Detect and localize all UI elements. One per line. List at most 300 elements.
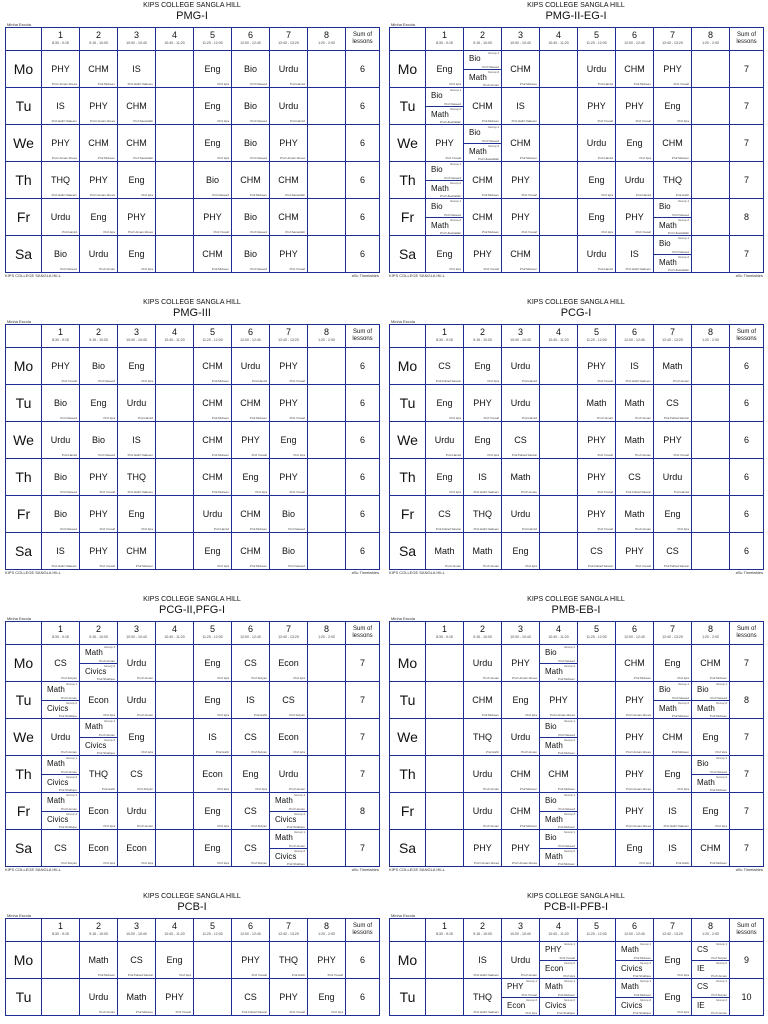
period-number: 4 [171,30,177,40]
lesson-cell [308,162,346,199]
subject: Math [275,796,293,805]
teacher: Prof.Mubeen [249,527,267,531]
period-header [194,325,232,348]
group-lesson [692,700,729,719]
subject: Eng [474,360,491,371]
sum-of-lessons: 6 [346,942,380,979]
period-number: 8 [323,624,329,634]
group-label: Group 1 [104,719,115,723]
period-time: 9:15 - 10:00 [89,932,108,936]
lesson-cell [232,125,270,162]
lesson-cell [616,979,654,1016]
subject: Math [624,434,645,445]
lesson-cell [578,979,616,1016]
group-lesson [270,830,307,848]
subject: CHM [240,545,261,556]
subject: CHM [662,731,683,742]
period-time: 11:20 - 12:00 [586,932,607,936]
subject: IE [697,963,705,973]
subject: Math [47,759,65,768]
teacher: Prof.Yousaf [597,379,613,383]
footer-school: KIPS COLLEGE SANGLA HILL [5,570,61,575]
lesson-cell [578,348,616,385]
teacher: Prof.Usman Idrees [549,713,575,717]
period-header [270,325,308,348]
lesson-cell [616,645,654,682]
teacher: Prof.Yousaf [673,453,689,457]
teacher: Prof.Iqra [677,676,689,680]
lesson-cell [80,422,118,459]
period-number: 4 [555,624,561,634]
subject: CS [438,508,451,519]
period-number: 1 [57,327,63,337]
teacher: Prof.Usman [673,379,689,383]
lesson-cell [692,793,730,830]
lesson-cell [118,199,156,236]
subject: CS [130,954,143,965]
subject: CHM [88,137,109,148]
lesson-cell [270,830,308,867]
teacher: Prof.Naveed [558,732,575,737]
teacher: Prof.Yousaf [289,490,305,494]
day-label: Tu [390,979,426,1016]
group-lesson [540,663,577,682]
subject: PHY [625,545,644,556]
lesson-cell [692,199,730,236]
teacher: Prof.Mubeen [97,156,115,160]
teacher: Prof.Usman Idrees [511,676,537,680]
subject: IS [208,731,217,742]
day-row [390,756,764,793]
footer-school: KIPS COLLEGE SANGLA HILL [389,570,445,575]
subject: Urdu [510,397,531,408]
lesson-cell [578,162,616,199]
subject: Eng [242,471,259,482]
footer [5,867,379,872]
subject: Bio [431,165,443,174]
subject: CHM [700,842,721,853]
teacher: Prof.Yousaf [483,267,499,271]
subject: PHY [241,434,260,445]
group-lesson [426,162,463,180]
subject: Urdu [624,174,645,185]
class-title: PMG-II-EG-I [545,10,607,22]
lesson-cell [80,979,118,1016]
period-number: 3 [517,921,523,931]
subject: Bio [243,137,257,148]
period-time: 12:00 - 12:40 [240,41,261,45]
teacher: Prof.Mubeen [481,119,499,123]
subject: CS [514,434,527,445]
subject: PHY [51,360,70,371]
period-time: 11:20 - 12:00 [202,635,223,639]
teacher: Prof.Mubeen [671,156,689,160]
lesson-cell [464,942,502,979]
teacher: Prof.Fahad Sarwar [663,564,689,568]
teacher: Prof.Yousaf [99,527,115,531]
lesson-cell [692,162,730,199]
split-lesson [426,88,463,124]
subject: Math [697,777,715,787]
group-lesson [80,645,117,663]
subject: Math [431,183,449,193]
lesson-cell [118,793,156,830]
split-lesson [540,830,577,866]
subject: IS [56,100,65,111]
lesson-cell [540,496,578,533]
lesson-cell [42,348,80,385]
subject: Urdu [126,397,147,408]
subject: Econ [126,842,147,853]
group-label: Group 2 [678,254,689,259]
lesson-cell [616,830,654,867]
period-time: 10:40 - 11:20 [164,932,185,936]
period-number: 2 [479,624,485,634]
subject: Econ [507,1000,526,1010]
teacher: Prof.Ulaaziallah [439,120,461,124]
sum-of-lessons: 6 [346,979,380,1016]
teacher: Prof.Hafiz [253,713,267,717]
day-label: Sa [6,533,42,570]
group-label: Group 2 [104,737,115,742]
subject: PHY [545,945,562,954]
lesson-cell [270,51,308,88]
school-name: KIPS COLLEGE SANGLA HILL [143,893,241,900]
subject: Math [697,703,715,713]
subject: Eng [128,731,145,742]
teacher: Prof.Iqra [525,564,537,568]
sum-of-lessons: 6 [730,496,764,533]
subject: Eng [90,397,107,408]
lesson-cell [118,756,156,793]
teacher: Prof.Usman [483,564,499,568]
lesson-cell [194,942,232,979]
subject: Urdu [472,657,493,668]
day-label: Th [390,756,426,793]
period-time: 9:15 - 10:00 [473,635,492,639]
corner-cell [390,622,426,645]
teacher: Prof.Fahad Sarwar [587,564,613,568]
teacher: Prof.Naveed [558,806,575,811]
day-label: Mo [6,348,42,385]
period-number: 3 [133,327,139,337]
day-label: Sa [390,236,426,273]
period-time: 1:20 - 2:00 [702,338,719,342]
period-header [464,919,502,942]
footer-credit: aSc Timetables [351,570,379,575]
subject: Urdu [586,137,607,148]
subject: CS [282,694,295,705]
timetable-panel [389,299,763,575]
split-lesson [540,979,577,1015]
split-lesson [654,236,691,272]
lesson-cell [308,979,346,1016]
split-lesson [692,682,729,718]
day-row [6,199,380,236]
day-label: Tu [6,88,42,125]
lesson-cell [654,942,692,979]
lesson-cell [270,979,308,1016]
period-header [616,919,654,942]
subject: Eng [702,731,719,742]
teacher: Prof.Yousaf [213,230,229,234]
teacher: Prof.Iqra [217,787,229,791]
lesson-cell [578,459,616,496]
lesson-cell [540,125,578,162]
teacher: Prof.Hafiz Nadeem [127,490,153,494]
period-header [692,919,730,942]
subject: Eng [512,694,529,705]
sum-of-lessons: 7 [730,645,764,682]
period-number: 4 [555,327,561,337]
subject: Bio [659,202,671,211]
group-lesson [80,737,117,756]
lesson-cell [42,125,80,162]
footer [5,570,379,575]
split-lesson [616,979,653,1015]
subject: Eng [204,100,221,111]
teacher: Prof.Iqra [141,861,153,865]
subject: CHM [202,471,223,482]
subject: Math [47,685,65,694]
period-number: 6 [247,30,253,40]
lesson-cell [194,830,232,867]
class-title: PCB-I [177,901,207,913]
lesson-cell [426,348,464,385]
teacher: Prof.Yousaf [597,453,613,457]
period-number: 6 [631,624,637,634]
teacher: Prof.Naveed [558,843,575,848]
lesson-cell [502,199,540,236]
lesson-cell [270,719,308,756]
teacher: Prof.Iqra [677,1010,689,1014]
subject: PHY [89,174,108,185]
subject: Eng [626,842,643,853]
teacher: Prof.Iqra [715,750,727,754]
sum-of-lessons: 7 [730,88,764,125]
lesson-cell [616,88,654,125]
period-time: 9:15 - 10:00 [89,338,108,342]
period-time: 1:20 - 2:00 [318,338,335,342]
sum-of-lessons: 6 [346,88,380,125]
teacher: Prof.Iqra [677,973,689,977]
group-label: Group 2 [104,663,115,668]
teacher: Prof.Iqra [141,527,153,531]
lesson-cell [502,422,540,459]
subject: THQ [473,991,492,1002]
subject: PHY [663,63,682,74]
day-label: We [6,125,42,162]
subject: CHM [202,360,223,371]
teacher: Prof.Iqra [293,676,305,680]
lesson-cell [80,348,118,385]
lesson-cell [464,199,502,236]
teacher: Prof.Usman Idrees [51,156,77,160]
teacher: Prof.Usman [99,658,115,663]
lesson-cell [654,348,692,385]
lesson-cell [426,979,464,1016]
lesson-cell [654,979,692,1016]
subject: Urdu [586,63,607,74]
teacher: Prof.Hafiz Nadeem [663,824,689,828]
lesson-cell [540,88,578,125]
day-label: Sa [390,830,426,867]
group-label: Group 2 [564,960,575,965]
period-time: 10:00 - 10:40 [126,932,147,936]
day-row [390,385,764,422]
subject: PHY [317,954,336,965]
teacher: Prof.Naveed [672,249,689,254]
teacher: Prof.Shafique [632,1011,651,1015]
day-row [6,236,380,273]
lesson-cell [194,199,232,236]
lesson-cell [80,533,118,570]
group-label: Group 2 [564,737,575,742]
period-time: 10:40 - 11:20 [548,932,569,936]
period-number: 8 [707,921,713,931]
sum-of-lessons: 6 [346,385,380,422]
lesson-cell [232,51,270,88]
subject: CS [130,768,143,779]
subject: CHM [202,434,223,445]
period-header [270,919,308,942]
day-row [6,830,380,867]
subject: Math [659,257,677,267]
subject: CS [54,842,67,853]
subject: PHY [549,694,568,705]
sum-of-lessons: 6 [730,422,764,459]
teacher: Prof.Yousaf [559,955,575,960]
subject: Math [621,945,639,954]
subject: Bio [431,202,443,211]
lesson-cell [118,682,156,719]
lesson-cell [464,236,502,273]
subject: CHM [510,248,531,259]
teacher: Prof.Usman [521,973,537,977]
subject: Eng [166,954,183,965]
lesson-cell [80,793,118,830]
split-lesson [270,830,307,866]
sum-of-lessons: 6 [730,459,764,496]
lesson-cell [578,385,616,422]
lesson-cell [540,979,578,1016]
lesson-cell [654,719,692,756]
teacher: Prof.Naveed [288,564,305,568]
lesson-cell [540,533,578,570]
group-label: Group 2 [450,180,461,185]
lesson-cell [80,682,118,719]
subject: Eng [664,954,681,965]
lesson-cell [464,162,502,199]
subject: Eng [128,174,145,185]
lesson-cell [80,199,118,236]
lesson-cell [232,719,270,756]
teacher: Prof.Hamid [445,453,461,457]
lesson-cell [426,162,464,199]
day-row [6,942,380,979]
period-time: 11:20 - 12:00 [586,635,607,639]
subject: Econ [88,842,109,853]
day-label: Th [390,459,426,496]
subject: Math [431,220,449,230]
teacher: Prof.Iqra [217,564,229,568]
period-header [232,325,270,348]
day-label: Th [6,459,42,496]
teacher: Prof.Fahad Sarwar [511,453,537,457]
lesson-cell [156,496,194,533]
group-label: Group 1 [564,979,575,983]
teacher: Prof.Hafiz Nadeem [625,379,651,383]
group-lesson [540,793,577,811]
sum-of-lessons: 7 [730,162,764,199]
teacher: Prof.Iqra [141,193,153,197]
teacher: Prof.Mubeen [519,156,537,160]
group-label: Group 1 [488,51,499,55]
sum-of-lessons: 7 [346,682,380,719]
lesson-cell [80,942,118,979]
day-row [390,199,764,236]
subject: CS [54,657,67,668]
lesson-cell [616,348,654,385]
subject: Eng [280,434,297,445]
period-header [426,622,464,645]
corner-label: Minha Escola [7,319,32,324]
period-number: 7 [669,30,675,40]
period-time: 12:00 - 12:40 [240,932,261,936]
lesson-cell [308,125,346,162]
teacher: Prof.Usman Idrees [625,824,651,828]
subject: Urdu [472,805,493,816]
teacher: Prof.Sanaullah [133,156,153,160]
lesson-cell [270,199,308,236]
lesson-cell [540,793,578,830]
teacher: Prof.Hamid [251,379,267,383]
period-number: 4 [555,921,561,931]
subject: PHY [127,211,146,222]
period-number: 5 [593,327,599,337]
split-lesson [464,51,501,87]
period-number: 3 [517,30,523,40]
split-lesson [692,756,729,792]
subject: PHY [625,694,644,705]
group-lesson [426,180,463,199]
period-header [654,28,692,51]
lesson-cell [540,756,578,793]
teacher: Prof.Usman [61,769,77,774]
lesson-cell [578,682,616,719]
lesson-cell [540,422,578,459]
subject: Civics [275,851,297,861]
lesson-cell [502,51,540,88]
group-lesson [616,979,653,997]
corner-label: Minha Escola [7,913,32,918]
group-lesson [540,645,577,663]
class-title: PMG-I [176,10,208,22]
sum-of-lessons: 8 [730,682,764,719]
teacher: Prof.Iqra [217,119,229,123]
teacher: Prof.Shafique [58,788,77,792]
group-lesson [540,719,577,737]
lesson-cell [194,682,232,719]
sum-of-lessons: 10 [730,979,764,1016]
period-number: 5 [209,624,215,634]
lesson-cell [80,125,118,162]
lesson-cell [654,88,692,125]
day-row [390,793,764,830]
lesson-cell [692,719,730,756]
sum-of-lessons: 6 [346,496,380,533]
day-label: Th [390,162,426,199]
